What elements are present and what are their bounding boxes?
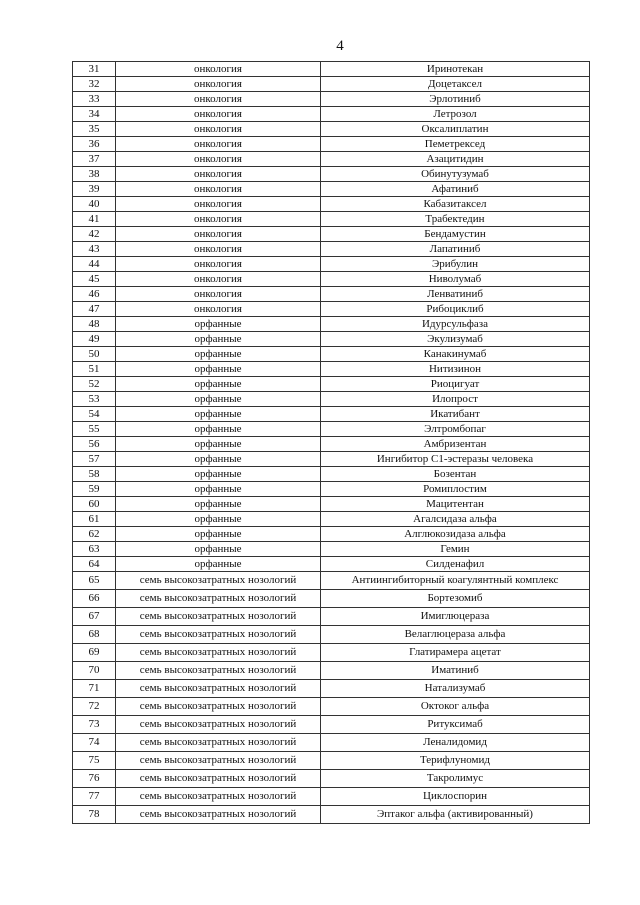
drug-name-cell: Кабазитаксел — [321, 197, 590, 212]
row-number-cell: 71 — [73, 680, 116, 698]
drug-name-cell: Натализумаб — [321, 680, 590, 698]
row-number-cell: 59 — [73, 482, 116, 497]
table-row — [73, 152, 590, 167]
table-row — [73, 572, 590, 590]
row-number-cell: 52 — [73, 377, 116, 392]
drug-name-cell: Такролимус — [321, 770, 590, 788]
row-number-cell: 31 — [73, 62, 116, 77]
table-row — [73, 770, 590, 788]
drug-name-cell: Алглюкозидаза альфа — [321, 527, 590, 542]
category-cell: семь высокозатратных нозологий — [116, 626, 321, 644]
table-row — [73, 590, 590, 608]
category-cell: онкология — [116, 212, 321, 227]
row-number-cell: 37 — [73, 152, 116, 167]
row-number-cell: 76 — [73, 770, 116, 788]
drug-name-cell: Глатирамера ацетат — [321, 644, 590, 662]
row-number-cell: 46 — [73, 287, 116, 302]
row-number-cell: 49 — [73, 332, 116, 347]
table-row — [73, 182, 590, 197]
table-row — [73, 662, 590, 680]
table-row — [73, 806, 590, 824]
row-number-cell: 78 — [73, 806, 116, 824]
row-number-cell: 65 — [73, 572, 116, 590]
drug-name-cell: Гемин — [321, 542, 590, 557]
drug-name-cell: Пеметрексед — [321, 137, 590, 152]
category-cell: орфанные — [116, 347, 321, 362]
drug-name-cell: Экулизумаб — [321, 332, 590, 347]
table-row — [73, 644, 590, 662]
row-number-cell: 57 — [73, 452, 116, 467]
drug-name-cell: Амбризентан — [321, 437, 590, 452]
row-number-cell: 62 — [73, 527, 116, 542]
table-row — [73, 788, 590, 806]
table-row — [73, 407, 590, 422]
table-row — [73, 242, 590, 257]
table-row — [73, 698, 590, 716]
category-cell: онкология — [116, 167, 321, 182]
category-cell: орфанные — [116, 407, 321, 422]
category-cell: орфанные — [116, 557, 321, 572]
category-cell: онкология — [116, 77, 321, 92]
drug-name-cell: Ниволумаб — [321, 272, 590, 287]
row-number-cell: 54 — [73, 407, 116, 422]
row-number-cell: 43 — [73, 242, 116, 257]
category-cell: онкология — [116, 242, 321, 257]
category-cell: орфанные — [116, 467, 321, 482]
row-number-cell: 50 — [73, 347, 116, 362]
table-row — [73, 497, 590, 512]
row-number-cell: 61 — [73, 512, 116, 527]
drug-table — [72, 61, 590, 824]
row-number-cell: 56 — [73, 437, 116, 452]
drug-name-cell: Циклоспорин — [321, 788, 590, 806]
drug-name-cell: Оксалиплатин — [321, 122, 590, 137]
category-cell: онкология — [116, 227, 321, 242]
category-cell: орфанные — [116, 392, 321, 407]
row-number-cell: 77 — [73, 788, 116, 806]
category-cell: семь высокозатратных нозологий — [116, 716, 321, 734]
drug-name-cell: Икатибант — [321, 407, 590, 422]
table-row — [73, 107, 590, 122]
drug-name-cell: Велаглюцераза альфа — [321, 626, 590, 644]
drug-name-cell: Мацитентан — [321, 497, 590, 512]
table-row — [73, 272, 590, 287]
row-number-cell: 67 — [73, 608, 116, 626]
drug-name-cell: Афатиниб — [321, 182, 590, 197]
row-number-cell: 60 — [73, 497, 116, 512]
category-cell: онкология — [116, 92, 321, 107]
row-number-cell: 35 — [73, 122, 116, 137]
row-number-cell: 41 — [73, 212, 116, 227]
category-cell: орфанные — [116, 542, 321, 557]
table-row — [73, 680, 590, 698]
drug-name-cell: Азацитидин — [321, 152, 590, 167]
category-cell: онкология — [116, 137, 321, 152]
row-number-cell: 66 — [73, 590, 116, 608]
table-row — [73, 527, 590, 542]
category-cell: онкология — [116, 62, 321, 77]
drug-name-cell: Бендамустин — [321, 227, 590, 242]
table-row — [73, 137, 590, 152]
page-number: 4 — [336, 38, 344, 54]
row-number-cell: 55 — [73, 422, 116, 437]
drug-name-cell: Доцетаксел — [321, 77, 590, 92]
category-cell: семь высокозатратных нозологий — [116, 680, 321, 698]
table-row — [73, 377, 590, 392]
drug-name-cell: Летрозол — [321, 107, 590, 122]
category-cell: онкология — [116, 152, 321, 167]
row-number-cell: 47 — [73, 302, 116, 317]
drug-name-cell: Эрлотиниб — [321, 92, 590, 107]
drug-name-cell: Эрибулин — [321, 257, 590, 272]
table-row — [73, 212, 590, 227]
drug-name-cell: Обинутузумаб — [321, 167, 590, 182]
category-cell: онкология — [116, 272, 321, 287]
drug-name-cell: Нитизинон — [321, 362, 590, 377]
drug-name-cell: Трабектедин — [321, 212, 590, 227]
row-number-cell: 64 — [73, 557, 116, 572]
category-cell: орфанные — [116, 512, 321, 527]
table-row — [73, 257, 590, 272]
table-row — [73, 347, 590, 362]
category-cell: орфанные — [116, 482, 321, 497]
drug-name-cell: Рибоциклиб — [321, 302, 590, 317]
drug-name-cell: Идурсульфаза — [321, 317, 590, 332]
category-cell: семь высокозатратных нозологий — [116, 590, 321, 608]
drug-name-cell: Октоког альфа — [321, 698, 590, 716]
category-cell: семь высокозатратных нозологий — [116, 662, 321, 680]
row-number-cell: 38 — [73, 167, 116, 182]
category-cell: орфанные — [116, 437, 321, 452]
category-cell: орфанные — [116, 497, 321, 512]
drug-name-cell: Бортезомиб — [321, 590, 590, 608]
row-number-cell: 73 — [73, 716, 116, 734]
category-cell: онкология — [116, 107, 321, 122]
row-number-cell: 34 — [73, 107, 116, 122]
table-row — [73, 542, 590, 557]
table-row — [73, 122, 590, 137]
category-cell: онкология — [116, 182, 321, 197]
row-number-cell: 36 — [73, 137, 116, 152]
drug-name-cell: Ритуксимаб — [321, 716, 590, 734]
table-row — [73, 392, 590, 407]
category-cell: семь высокозатратных нозологий — [116, 806, 321, 824]
row-number-cell: 39 — [73, 182, 116, 197]
table-row — [73, 92, 590, 107]
drug-name-cell: Агалсидаза альфа — [321, 512, 590, 527]
drug-name-cell: Риоцигуат — [321, 377, 590, 392]
row-number-cell: 33 — [73, 92, 116, 107]
table-row — [73, 752, 590, 770]
category-cell: семь высокозатратных нозологий — [116, 698, 321, 716]
row-number-cell: 44 — [73, 257, 116, 272]
row-number-cell: 53 — [73, 392, 116, 407]
table-row — [73, 77, 590, 92]
category-cell: орфанные — [116, 362, 321, 377]
table-row — [73, 227, 590, 242]
table-row — [73, 332, 590, 347]
drug-name-cell: Силденафил — [321, 557, 590, 572]
drug-name-cell: Ромиплостим — [321, 482, 590, 497]
row-number-cell: 72 — [73, 698, 116, 716]
category-cell: онкология — [116, 122, 321, 137]
category-cell: орфанные — [116, 332, 321, 347]
row-number-cell: 40 — [73, 197, 116, 212]
category-cell: семь высокозатратных нозологий — [116, 770, 321, 788]
table-row — [73, 608, 590, 626]
category-cell: орфанные — [116, 422, 321, 437]
table-row — [73, 422, 590, 437]
row-number-cell: 69 — [73, 644, 116, 662]
table-row — [73, 362, 590, 377]
row-number-cell: 48 — [73, 317, 116, 332]
category-cell: онкология — [116, 287, 321, 302]
drug-name-cell: Иматиниб — [321, 662, 590, 680]
category-cell: орфанные — [116, 317, 321, 332]
row-number-cell: 63 — [73, 542, 116, 557]
table-row — [73, 716, 590, 734]
category-cell: семь высокозатратных нозологий — [116, 608, 321, 626]
row-number-cell: 70 — [73, 662, 116, 680]
category-cell: орфанные — [116, 527, 321, 542]
drug-name-cell: Элтромбопаг — [321, 422, 590, 437]
row-number-cell: 74 — [73, 734, 116, 752]
drug-name-cell: Эптаког альфа (активированный) — [321, 806, 590, 824]
drug-name-cell: Канакинумаб — [321, 347, 590, 362]
drug-name-cell: Имиглюцераза — [321, 608, 590, 626]
drug-name-cell: Илопрост — [321, 392, 590, 407]
drug-name-cell: Ленватиниб — [321, 287, 590, 302]
table-row — [73, 317, 590, 332]
drug-name-cell: Терифлуномид — [321, 752, 590, 770]
drug-name-cell: Антиингибиторный коагулянтный комплекс — [321, 572, 590, 590]
table-row — [73, 482, 590, 497]
table-row — [73, 452, 590, 467]
table-row — [73, 302, 590, 317]
category-cell: семь высокозатратных нозологий — [116, 572, 321, 590]
table-row — [73, 437, 590, 452]
table-body — [73, 62, 590, 824]
category-cell: семь высокозатратных нозологий — [116, 734, 321, 752]
drug-name-cell: Бозентан — [321, 467, 590, 482]
row-number-cell: 42 — [73, 227, 116, 242]
table-row — [73, 467, 590, 482]
row-number-cell: 68 — [73, 626, 116, 644]
category-cell: семь высокозатратных нозологий — [116, 644, 321, 662]
drug-name-cell: Леналидомид — [321, 734, 590, 752]
row-number-cell: 75 — [73, 752, 116, 770]
table-row — [73, 626, 590, 644]
category-cell: семь высокозатратных нозологий — [116, 788, 321, 806]
table-row — [73, 734, 590, 752]
row-number-cell: 32 — [73, 77, 116, 92]
category-cell: орфанные — [116, 377, 321, 392]
table-row — [73, 62, 590, 77]
category-cell: онкология — [116, 197, 321, 212]
row-number-cell: 51 — [73, 362, 116, 377]
table-row — [73, 512, 590, 527]
drug-name-cell: Лапатиниб — [321, 242, 590, 257]
drug-name-cell: Иринотекан — [321, 62, 590, 77]
table-row — [73, 197, 590, 212]
row-number-cell: 58 — [73, 467, 116, 482]
table-row — [73, 287, 590, 302]
table-row — [73, 167, 590, 182]
category-cell: семь высокозатратных нозологий — [116, 752, 321, 770]
category-cell: онкология — [116, 257, 321, 272]
category-cell: онкология — [116, 302, 321, 317]
drug-name-cell: Ингибитор С1-эстеразы человека — [321, 452, 590, 467]
row-number-cell: 45 — [73, 272, 116, 287]
table-row — [73, 557, 590, 572]
category-cell: орфанные — [116, 452, 321, 467]
